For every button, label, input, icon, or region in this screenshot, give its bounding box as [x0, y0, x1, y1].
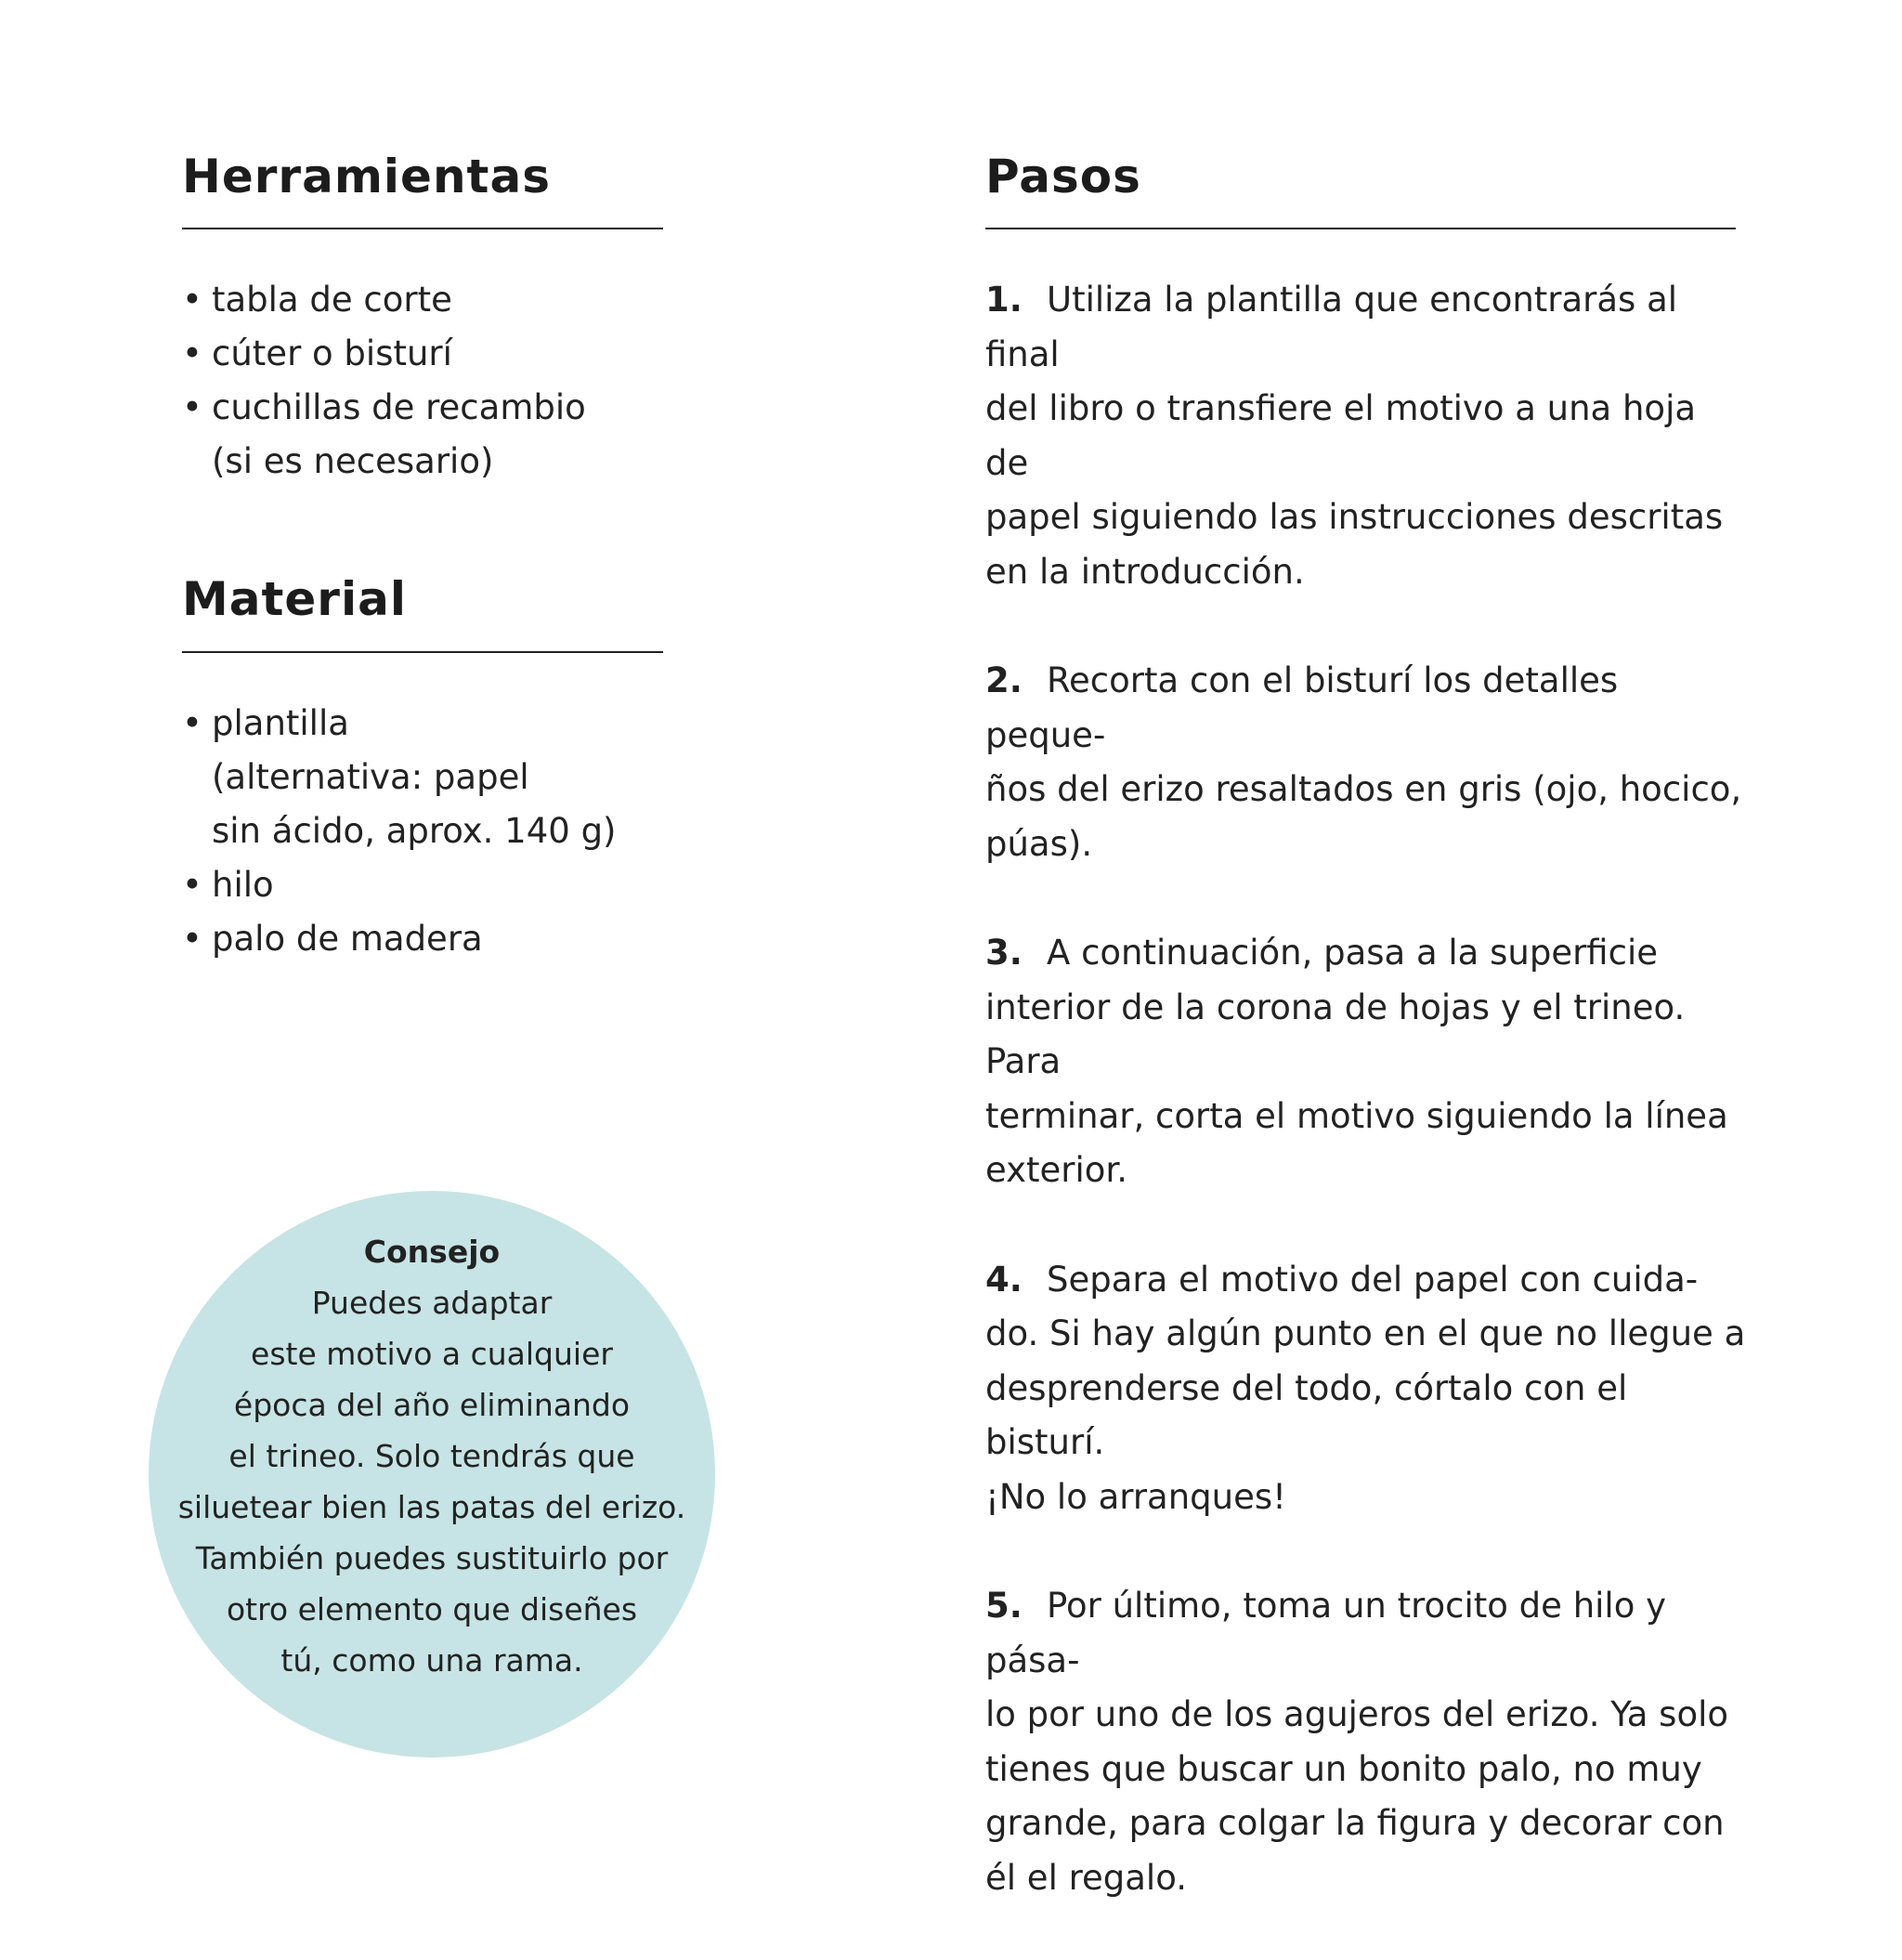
step-item	[985, 1253, 1747, 1525]
tip-title: Consejo	[363, 1234, 501, 1270]
step-number: 1.	[985, 280, 1023, 320]
step-text: Separa el motivo del papel con cuida- do. Si hay algún punto en el que no llegue a desprenderse del todo, córtalo con el bisturí. ¡No lo arranques!	[985, 1259, 1746, 1517]
material-heading: Material	[182, 572, 407, 626]
herramientas-divider	[182, 228, 663, 229]
step-number: 5.	[985, 1586, 1023, 1626]
step-item	[985, 273, 1747, 599]
tip-body: Puedes adaptar este motivo a cualquier época del año eliminando el trineo. Solo tendrás que siluetear bien las patas del erizo. También puedes sustituirlo por otro elemento que diseñes tú, como una rama.	[177, 1285, 686, 1679]
pasos-divider	[985, 228, 1736, 229]
step-text: Por último, toma un trocito de hilo y pása- lo por uno de los agujeros del erizo. Ya solo tienes que buscar un bonito palo, no muy grande, para colgar la figura y decorar con él el regalo.	[985, 1586, 1729, 1898]
step-number: 3.	[985, 933, 1023, 973]
list-item: • cuchillas de recambio (si es necesario)	[182, 381, 684, 489]
list-item: • tabla de corte	[182, 273, 684, 327]
material-list	[182, 697, 684, 966]
step-item	[985, 654, 1747, 871]
step-text: Recorta con el bisturí los detalles peque- ños del erizo resaltados en gris (ojo, hocico, púas).	[985, 660, 1742, 864]
pasos-heading: Pasos	[985, 150, 1141, 203]
material-divider	[182, 651, 663, 653]
step-number: 2.	[985, 660, 1023, 700]
step-item	[985, 926, 1747, 1198]
herramientas-list	[182, 273, 684, 489]
tip-text-block	[149, 1226, 715, 1686]
list-item: • plantilla (alternativa: papel sin ácido, aprox. 140 g)	[182, 697, 684, 858]
step-item	[985, 1579, 1747, 1905]
step-number: 4.	[985, 1259, 1023, 1300]
list-item: • palo de madera	[182, 912, 684, 966]
steps-list	[985, 273, 1747, 1960]
list-item: • cúter o bisturí	[182, 327, 684, 381]
list-item: • hilo	[182, 858, 684, 912]
step-text: A continuación, pasa a la superficie interior de la corona de hojas y el trineo. Para terminar, corta el motivo siguiendo la línea exterior.	[985, 933, 1728, 1190]
step-text: Utiliza la plantilla que encontrarás al final del libro o transfiere el motivo a una hoja de papel siguiendo las instrucciones descritas en la introducción.	[985, 280, 1724, 592]
herramientas-heading: Herramientas	[182, 150, 551, 203]
